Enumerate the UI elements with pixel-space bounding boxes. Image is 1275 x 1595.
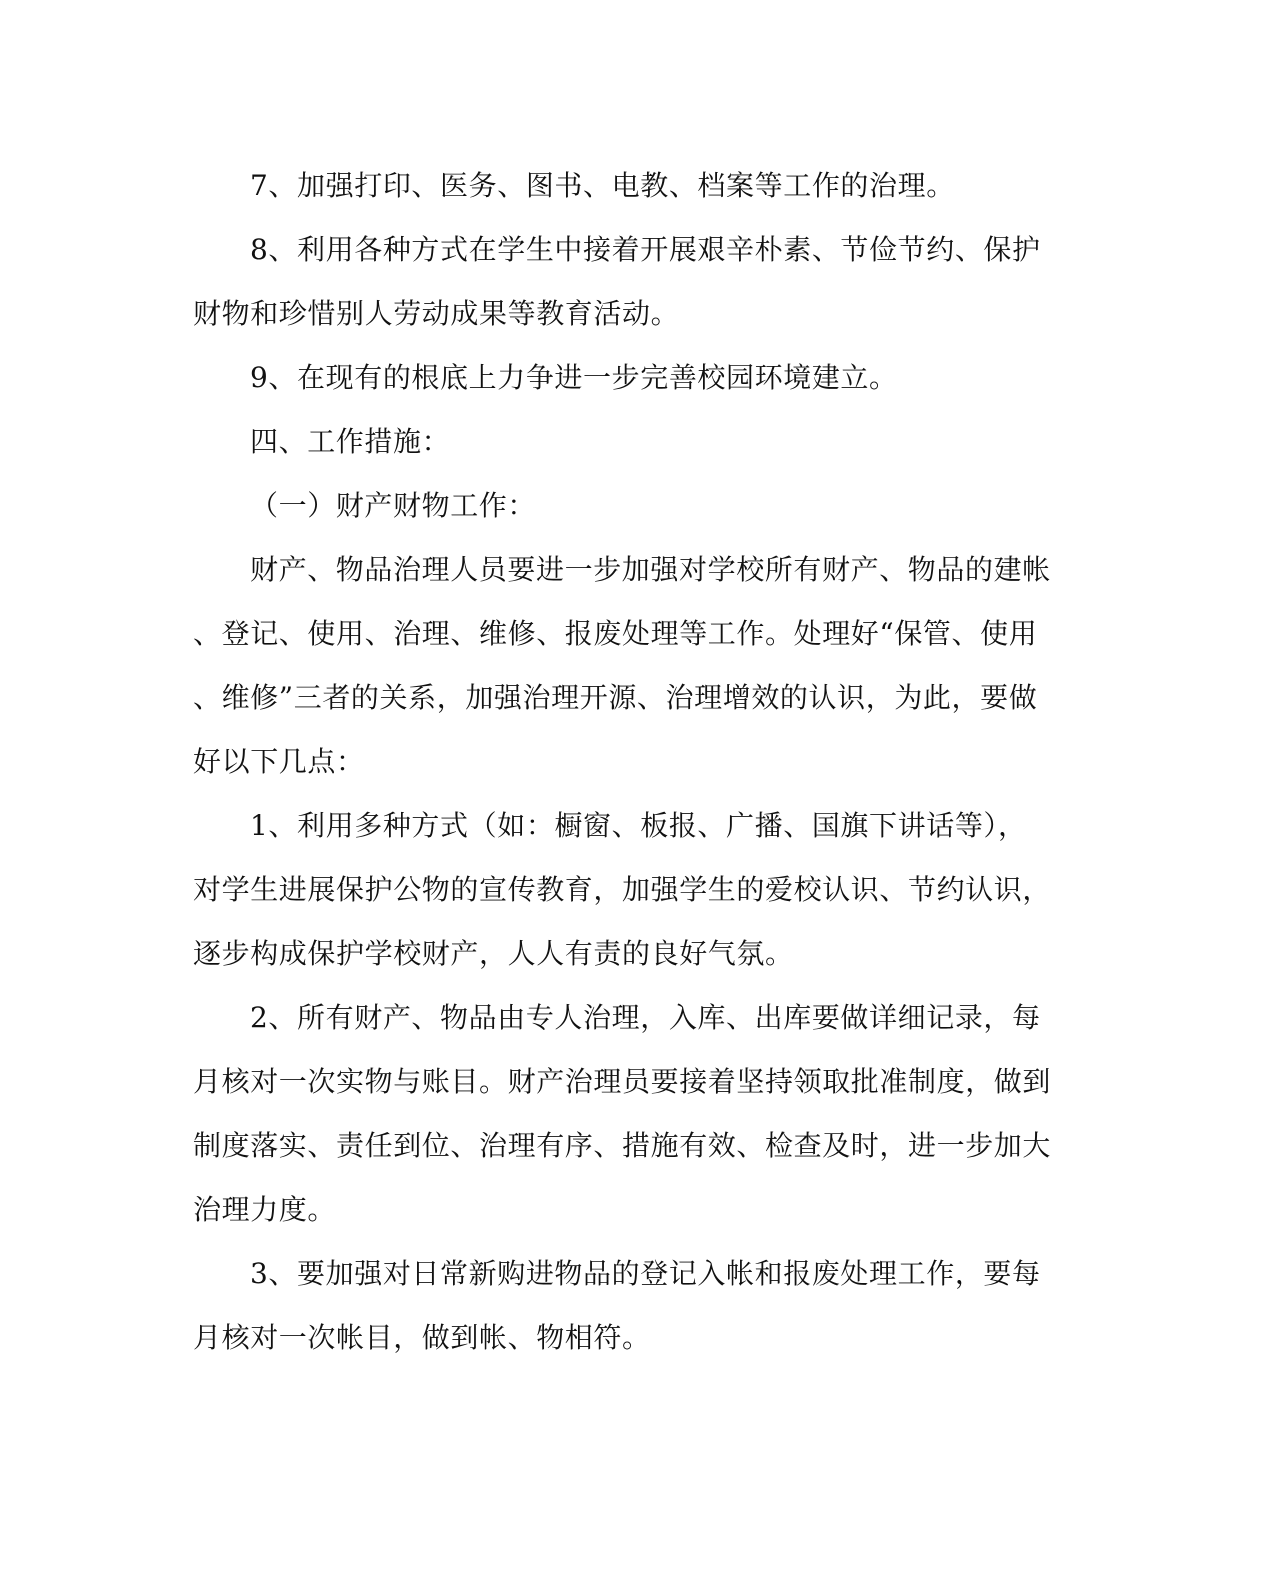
- measure-3-line-1: 3、要加强对日常新购进物品的登记入帐和报废处理工作，要每: [250, 1257, 1041, 1290]
- paragraph-item-8-line-1: 8、利用各种方式在学生中接着开展艰辛朴素、节俭节约、保护: [250, 233, 1041, 266]
- measure-1-line-2: 对学生进展保护公物的宣传教育，加强学生的爱校认识、节约认识，: [193, 873, 1052, 906]
- measure-1-line-1: 1、利用多种方式（如：橱窗、板报、广播、国旗下讲话等），: [250, 809, 1027, 842]
- measure-1-line-3: 逐步构成保护学校财产，人人有责的良好气氛。: [193, 937, 794, 970]
- paragraph-item-9: 9、在现有的根底上力争进一步完善校园环境建立。: [250, 361, 898, 394]
- paragraph-intro-line-2: 、登记、使用、治理、维修、报废处理等工作。处理好“保管、使用: [193, 617, 1038, 650]
- subsection-heading-1: （一）财产财物工作：: [250, 489, 537, 522]
- measure-2-line-2: 月核对一次实物与账目。财产治理员要接着坚持领取批准制度，做到: [193, 1065, 1052, 1098]
- paragraph-item-7: 7、加强打印、医务、图书、电教、档案等工作的治理。: [250, 169, 955, 202]
- measure-2-line-4: 治理力度。: [193, 1193, 337, 1226]
- measure-2-line-3: 制度落实、责任到位、治理有序、措施有效、检查及时，进一步加大: [193, 1129, 1052, 1162]
- paragraph-intro-line-1: 财产、物品治理人员要进一步加强对学校所有财产、物品的建帐: [250, 553, 1051, 586]
- paragraph-intro-line-3: 、维修”三者的关系，加强治理开源、治理增效的认识，为此，要做: [193, 681, 1038, 714]
- measure-2-line-1: 2、所有财产、物品由专人治理，入库、出库要做详细记录，每: [250, 1001, 1041, 1034]
- paragraph-item-8-line-2: 财物和珍惜别人劳动成果等教育活动。: [193, 297, 680, 330]
- section-heading-4: 四、工作措施：: [250, 425, 451, 458]
- measure-3-line-2: 月核对一次帐目，做到帐、物相符。: [193, 1321, 651, 1354]
- paragraph-intro-line-4: 好以下几点：: [193, 745, 365, 778]
